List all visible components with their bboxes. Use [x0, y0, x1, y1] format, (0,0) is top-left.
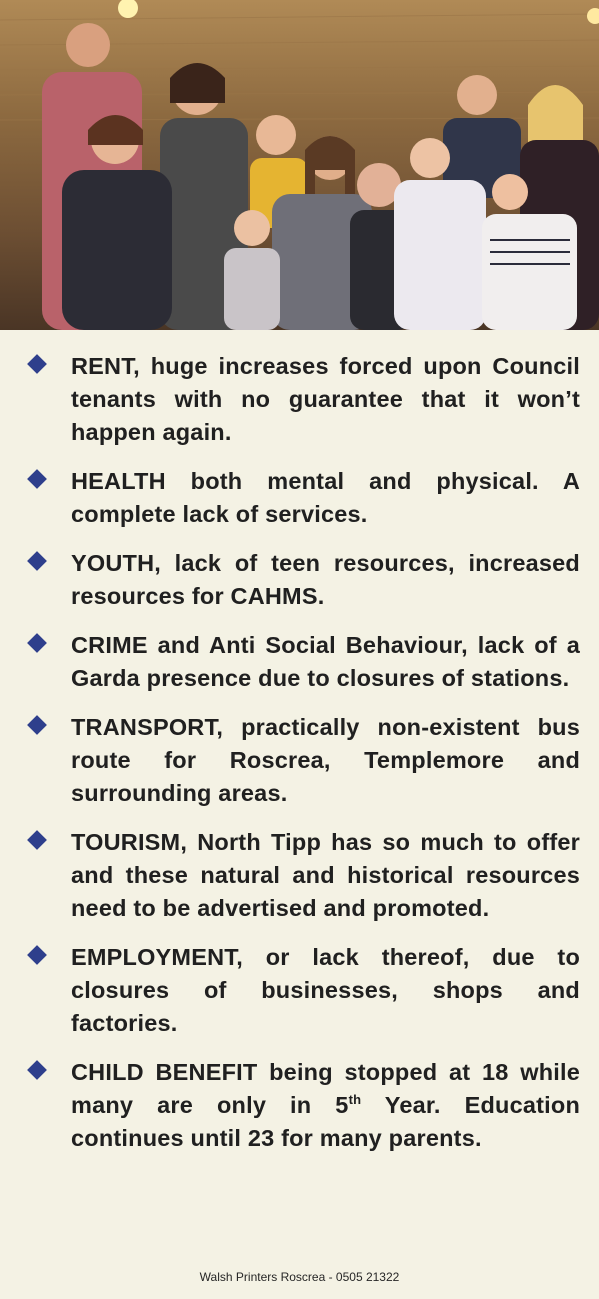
issue-text-before: CHILD BENEFIT being stopped at 18 while many are only in 5 — [71, 1059, 580, 1118]
light-glow — [118, 0, 138, 18]
printer-credit: Walsh Printers Roscrea - 0505 21322 — [199, 1270, 400, 1284]
diamond-bullet-icon — [27, 354, 47, 374]
group-photo — [0, 0, 599, 330]
diamond-bullet-icon — [27, 830, 47, 850]
issues-panel — [0, 330, 599, 1299]
issue-text: TOURISM, North Tipp has so much to offer and these natural and historical resources need to be advertised and promoted. — [71, 829, 580, 921]
issue-text: EMPLOYMENT, or lack thereof, due to closures of businesses, shops and factories. — [71, 944, 580, 1036]
diamond-bullet-icon — [27, 1060, 47, 1080]
issue-text: YOUTH, lack of teen resources, increased resources for CAHMS. — [71, 550, 580, 609]
list-item — [24, 826, 580, 925]
list-item — [24, 350, 580, 449]
list-item — [24, 941, 580, 1040]
list-item — [24, 629, 580, 695]
diamond-bullet-icon — [27, 945, 47, 965]
list-item — [24, 547, 580, 613]
issue-text: TRANSPORT, practically non-existent bus route for Roscrea, Templemore and surrounding areas. — [71, 714, 580, 806]
list-item — [24, 711, 580, 810]
issue-text: RENT, huge increases forced upon Council tenants with no guarantee that it won’t happen again. — [71, 353, 580, 445]
diamond-bullet-icon — [27, 715, 47, 735]
diamond-bullet-icon — [27, 551, 47, 571]
ordinal-suffix: th — [348, 1092, 362, 1108]
issue-text-after: Year. Education continues until 23 for many parents. — [71, 1092, 580, 1151]
issue-text — [71, 1056, 580, 1155]
issue-text: CRIME and Anti Social Behaviour, lack of a Garda presence due to closures of stations. — [71, 632, 580, 691]
group-photo-illustration — [0, 0, 599, 330]
issues-list — [24, 350, 580, 1171]
list-item — [24, 1056, 580, 1155]
diamond-bullet-icon — [27, 469, 47, 489]
issue-text: HEALTH both mental and physical. A complete lack of services. — [71, 468, 580, 527]
list-item — [24, 465, 580, 531]
diamond-bullet-icon — [27, 633, 47, 653]
